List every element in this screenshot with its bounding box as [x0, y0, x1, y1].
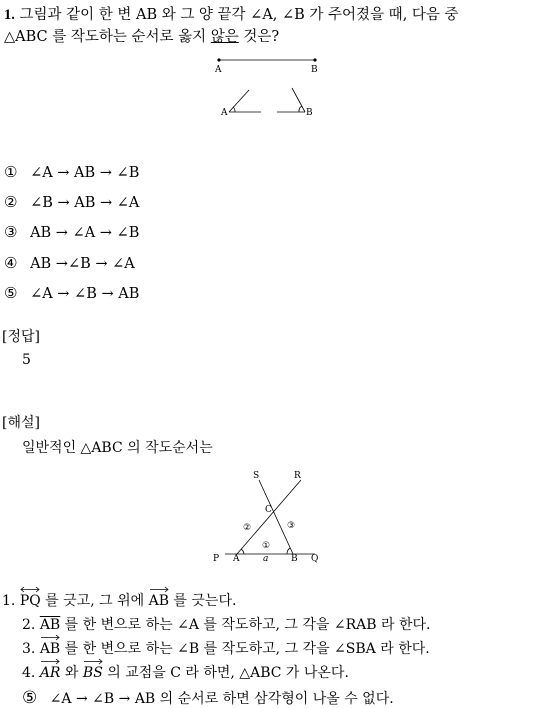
question-line-1: [4, 4, 532, 26]
arrow-right-icon: [149, 586, 169, 593]
vector-ar: [40, 665, 61, 681]
step-number: 4.: [22, 665, 36, 681]
vector-text: BS: [82, 665, 103, 681]
given-figure: [205, 52, 335, 122]
option-5[interactable]: [4, 283, 139, 304]
option-mark: ④: [4, 254, 18, 272]
explanation-intro: 일반적인 △ABC 의 작도순서는: [22, 440, 213, 456]
final-text: ∠A → ∠B → AB 의 순서로 하면 삼각형이 나올 수 없다.: [49, 691, 394, 707]
label-s: S: [253, 471, 260, 481]
option-1[interactable]: [4, 162, 139, 183]
answer-value: 5: [22, 352, 31, 368]
angle-a-label: A: [221, 108, 228, 118]
step-number: 2.: [22, 617, 36, 633]
option-text: AB →∠B → ∠A: [30, 256, 135, 272]
option-text: ∠B → AB → ∠A: [30, 195, 140, 211]
question-line-2: [4, 26, 532, 48]
option-text: ∠A → ∠B → AB: [30, 286, 140, 302]
angle-b-arc: [299, 106, 302, 112]
marker-3: ③: [287, 521, 296, 531]
angle-b-ray: [292, 88, 305, 112]
option-3[interactable]: [4, 222, 139, 243]
label-a: A: [233, 554, 240, 564]
question-text: 그림과 같이 한 변 AB 와 그 양 끝각 ∠A, ∠B 가 주어졌을 때, 다음 중: [19, 7, 459, 23]
angle-a-ray: [229, 90, 249, 112]
double-arrow-icon: [20, 586, 40, 593]
label-b: B: [291, 554, 298, 564]
point-a-dot: [217, 58, 220, 61]
question-text-3: 것은?: [238, 29, 280, 45]
underlined-word: 않은: [210, 29, 239, 45]
vector-text: PQ: [19, 593, 41, 609]
arrow-right-icon: [83, 658, 103, 665]
answer-mark: ⑤: [22, 688, 38, 708]
label-side-a: a: [263, 554, 269, 564]
option-text: AB → ∠A → ∠B: [30, 225, 140, 241]
step-text: 를 긋는다.: [168, 593, 237, 609]
point-b-label: B: [311, 65, 318, 75]
explanation-label: [해설]: [2, 415, 40, 431]
question-number: 1.: [4, 7, 15, 23]
vector-pq: [20, 593, 41, 609]
marker-1: ①: [262, 541, 271, 551]
label-q: Q: [311, 554, 319, 564]
arrow-right-icon: [40, 634, 60, 641]
final-statement: [22, 688, 394, 708]
step-text: 를 한 변으로 하는 ∠A 를 작도하고, 그 각을 ∠RAB 라 한다.: [60, 617, 431, 633]
question-text-2: △ABC 를 작도하는 순서로 옳지: [4, 29, 211, 45]
angle-arc-b: [287, 548, 290, 554]
angle-b-label: B: [306, 108, 313, 118]
segment-text: $\overline{AB}$: [39, 617, 61, 633]
step-text: 를 긋고, 그 위에: [40, 593, 149, 609]
construction-figure: [205, 468, 335, 568]
option-mark: ⑤: [4, 284, 18, 302]
step-1: [2, 590, 236, 610]
vector-bs: [83, 665, 103, 681]
point-b-dot: [313, 58, 316, 61]
option-mark: ①: [4, 163, 18, 181]
vector-text: AB: [148, 593, 169, 609]
answer-label: [정답]: [2, 329, 40, 345]
step-text: 의 교점을 C 라 하면, △ABC 가 나온다.: [102, 665, 349, 681]
label-r: R: [294, 471, 301, 481]
question: [4, 4, 532, 48]
angle-arc-a: [241, 549, 244, 554]
step-number: 3.: [22, 641, 36, 657]
option-mark: ②: [4, 193, 18, 211]
step-4: [22, 662, 349, 682]
step-text: 와: [60, 665, 83, 681]
angle-a-arc: [233, 107, 235, 112]
vector-text: AB: [39, 641, 61, 657]
step-2: [22, 614, 430, 634]
option-mark: ③: [4, 223, 18, 241]
option-text: ∠A → AB → ∠B: [30, 165, 140, 181]
step-number: 1.: [2, 593, 16, 609]
vector-ab: [149, 593, 169, 609]
label-c: C: [265, 505, 272, 515]
step-3: [22, 638, 430, 658]
vector-text: AR: [39, 665, 61, 681]
option-2[interactable]: [4, 192, 139, 213]
arrow-right-icon: [40, 658, 60, 665]
vector-ab: [40, 641, 60, 657]
marker-2: ②: [243, 523, 252, 533]
step-text: 를 한 변으로 하는 ∠B 를 작도하고, 그 각을 ∠SBA 라 한다.: [60, 641, 430, 657]
label-p: P: [213, 554, 220, 564]
option-4[interactable]: [4, 253, 135, 274]
point-a-label: A: [215, 65, 222, 75]
